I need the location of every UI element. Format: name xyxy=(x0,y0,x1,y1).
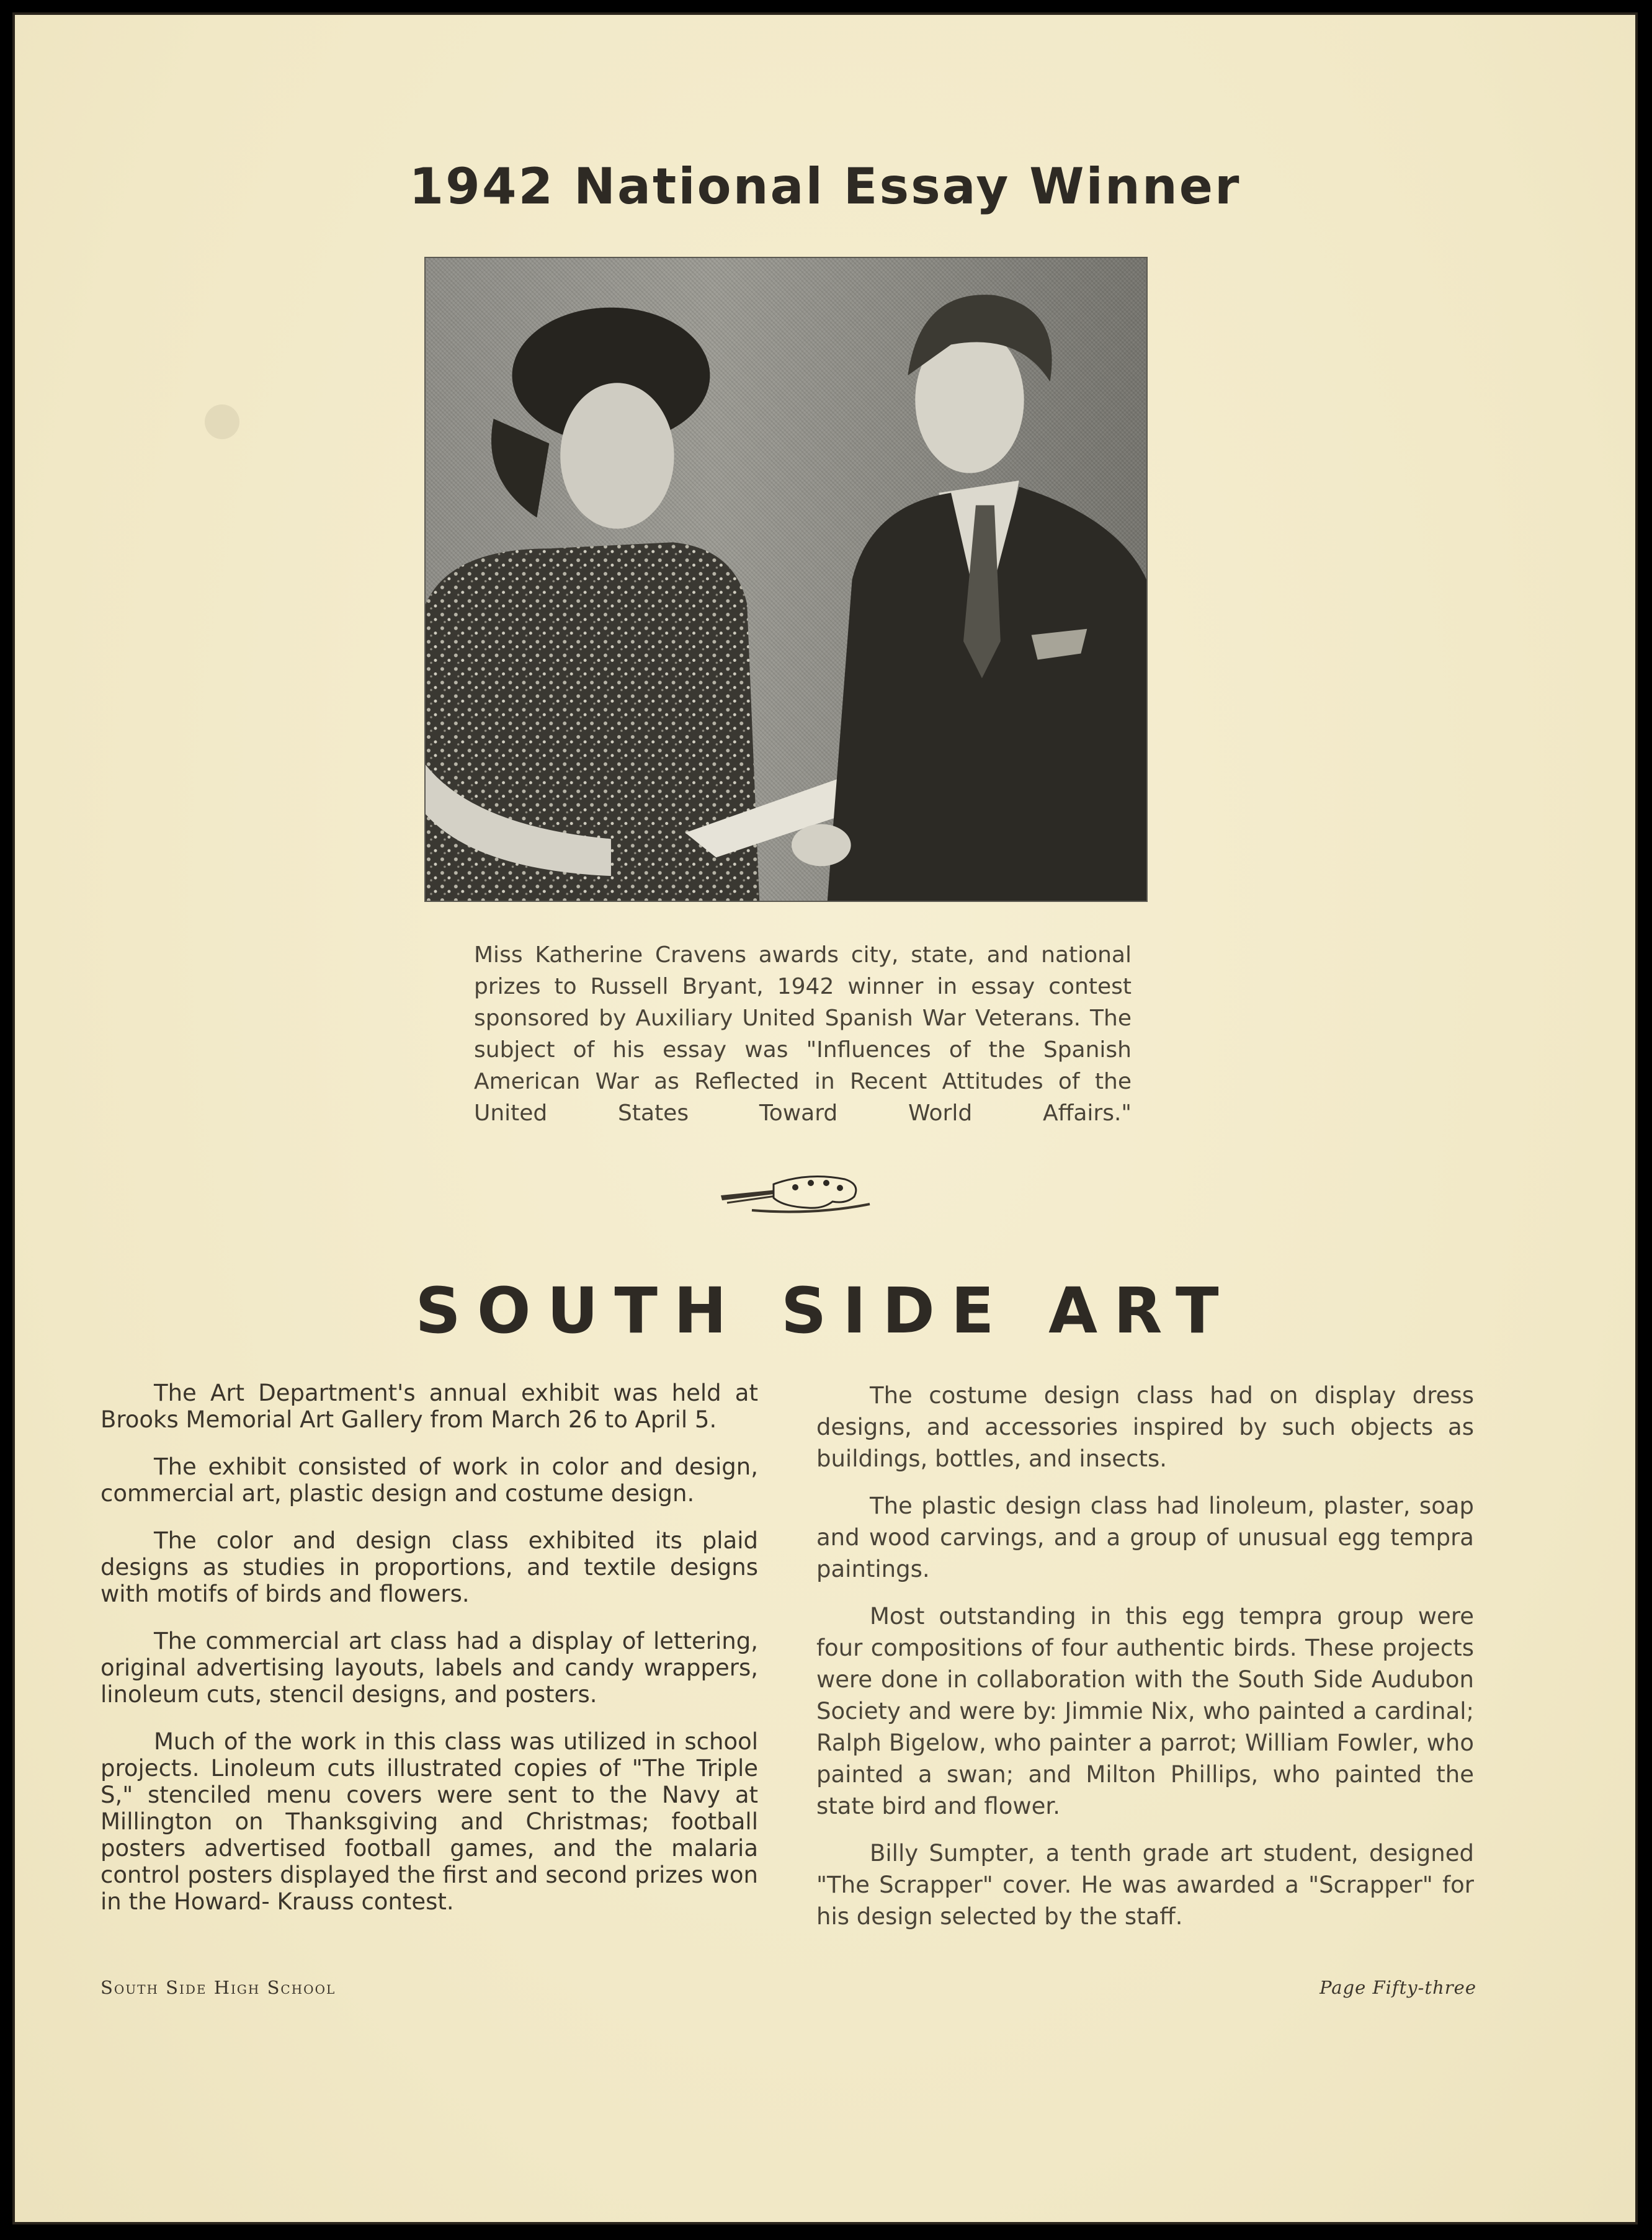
section-title: SOUTH SIDE ART xyxy=(415,1274,1235,1348)
footer-page-number: Page Fifty-three xyxy=(1319,1977,1476,1998)
woman-face xyxy=(560,383,674,529)
article-paragraph: The Art Department's annual exhibit was held at Brooks Memorial Art Gallery from March 26 to April 5. xyxy=(100,1380,758,1433)
page-title: 1942 National Essay Winner xyxy=(409,158,1241,215)
left-column xyxy=(100,1380,758,1935)
photo-two-people xyxy=(424,257,1148,902)
photo-illustration xyxy=(426,258,1146,901)
paint-palette-icon xyxy=(715,1166,876,1215)
photo-caption: Miss Katherine Cravens awards city, state, and national prizes to Russell Bryant, 1942 winner in essay contest sponsored by Auxiliary United Spanish War Veterans. The subject of his essay was "Influences of the Spanish American War as Reflected in Recent Attitudes of the United States Toward World Affairs." xyxy=(474,942,1132,1126)
article-paragraph: The costume design class had on display dress designs, and accessories inspired by such objects as buildings, bottles, and insects. xyxy=(816,1382,1474,1472)
article-paragraph: The commercial art class had a display of lettering, original advertising layouts, labels and candy wrappers, linoleum cuts, stencil designs, and posters. xyxy=(100,1628,758,1708)
paper-stain xyxy=(205,404,239,439)
article-paragraph: The exhibit consisted of work in color and design, commercial art, plastic design and costume design. xyxy=(100,1453,758,1507)
footer-school-name: South Side High School xyxy=(100,1977,336,1998)
right-column xyxy=(816,1380,1474,1948)
article-paragraph: Billy Sumpter, a tenth grade art student, designed "The Scrapper" cover. He was awarded a "Scrapper" for his design selected by the staff. xyxy=(816,1840,1474,1930)
article-paragraph: The color and design class exhibited its plaid designs as studies in proportions, and textile designs with motifs of birds and flowers. xyxy=(100,1527,758,1607)
article-paragraph: The plastic design class had linoleum, plaster, soap and wood carvings, and a group of unusual egg tempra paintings. xyxy=(816,1493,1474,1582)
article-paragraph: Much of the work in this class was utilized in school projects. Linoleum cuts illustrated copies of "The Triple S," stenciled menu covers were sent to the Navy at Millington on Thanksgiving and Christmas; football posters advertised football games, and the malaria control posters displayed the first and second prizes won in the Howard- Krauss contest. xyxy=(100,1728,758,1915)
article-paragraph: Most outstanding in this egg tempra group were four compositions of four authentic birds. These projects were done in collaboration with the South Side Audubon Society and were by: Jimmie Nix, who painted a cardinal; Ralph Bigelow, who painter a parrot; William Fowler, who painted a swan; and Milton Phillips, who painted the state bird and flower. xyxy=(816,1603,1474,1819)
yearbook-page xyxy=(12,12,1638,2224)
